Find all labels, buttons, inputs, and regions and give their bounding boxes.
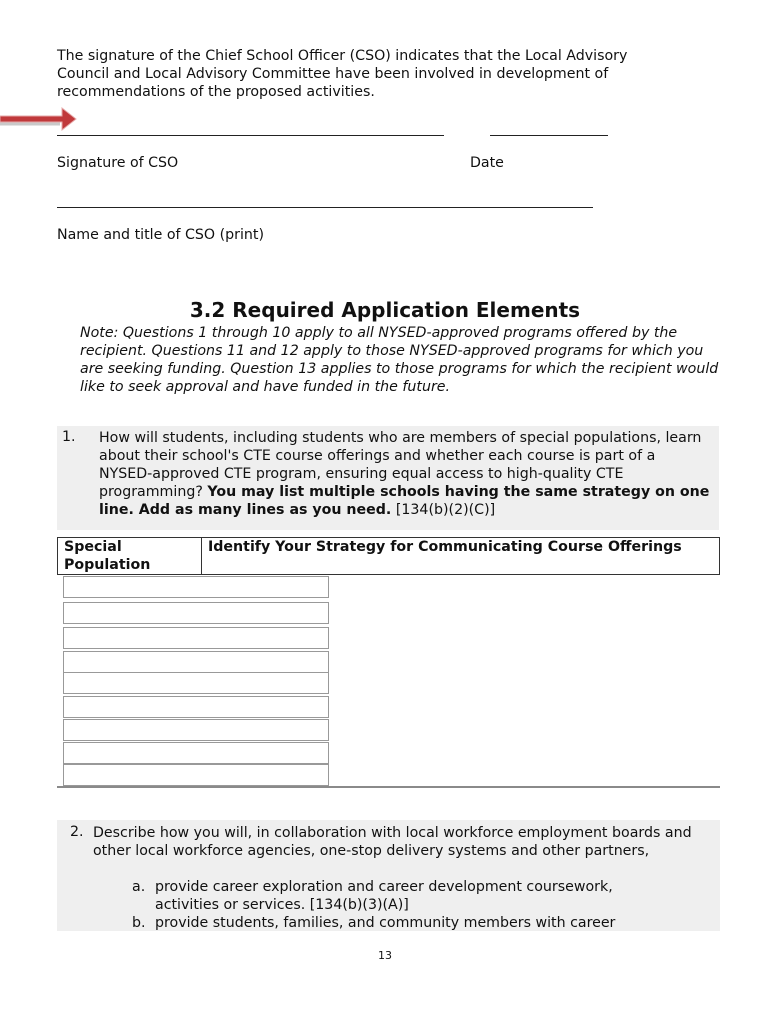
special-population-input[interactable]	[63, 602, 329, 624]
question-2-item-a-text: provide career exploration and career development coursework, activities or services. [134(b)(3)(A)]	[155, 879, 613, 913]
section-note: Note: Questions 1 through 10 apply to all NYSED-approved programs offered by the recipient. Questions 11 and 12 apply to those NYSED-approved programs for which you are seeking funding. Question 13 applies to those programs for which the recipient would like to seek approval and have funded in the future.	[80, 325, 719, 395]
question-1-prompt: How will students, including students who are members of special populations, learn about their school's CTE course offerings and whether each course is part of a NYSED-approved CTE program, ensuring equal access to high-quality CTE programming?	[99, 430, 702, 500]
red-arrow-icon	[0, 104, 82, 134]
special-population-input[interactable]	[63, 742, 329, 764]
date-label: Date	[470, 155, 504, 171]
question-2-text: Describe how you will, in collaboration with local workforce employment boards and other local workforce agencies, one-stop delivery systems and other partners,	[93, 825, 692, 859]
special-population-input[interactable]	[63, 696, 329, 718]
signature-label: Signature of CSO	[57, 155, 179, 171]
special-population-input[interactable]	[63, 719, 329, 741]
signature-intro-text: The signature of the Chief School Officer (CSO) indicates that the Local Advisory Council and Local Advisory Committee have been involved in development of recommendations of the proposed activities.	[57, 48, 628, 100]
question-1-instruction: You may list multiple schools having the same strategy on one line. Add as many lines as you need.	[99, 484, 710, 518]
question-1-number: 1.	[62, 429, 76, 445]
table-header-strategy: Identify Your Strategy for Communicating Course Offerings	[202, 538, 720, 575]
question-2-item-a-marker: a.	[132, 879, 146, 895]
date-line[interactable]	[490, 135, 608, 136]
strategy-table	[57, 537, 720, 575]
special-population-input[interactable]	[63, 627, 329, 649]
question-2-item-b-marker: b.	[132, 915, 146, 931]
section-heading: 3.2 Required Application Elements	[189, 298, 581, 322]
question-1-text	[99, 429, 711, 519]
special-population-input[interactable]	[63, 672, 329, 694]
question-2-item-b-text: provide students, families, and community members with career	[155, 915, 616, 931]
question-2-number: 2.	[70, 824, 84, 840]
section-divider	[57, 786, 720, 788]
special-population-input[interactable]	[63, 576, 329, 598]
signature-line[interactable]	[57, 135, 444, 136]
name-title-line[interactable]	[57, 207, 593, 208]
table-header-special-population: Special Population	[58, 538, 202, 575]
page-number: 13	[378, 949, 392, 962]
special-population-input[interactable]	[63, 764, 329, 786]
special-population-input[interactable]	[63, 651, 329, 673]
question-1-citation: [134(b)(2)(C)]	[395, 502, 496, 518]
name-title-label: Name and title of CSO (print)	[57, 227, 264, 243]
